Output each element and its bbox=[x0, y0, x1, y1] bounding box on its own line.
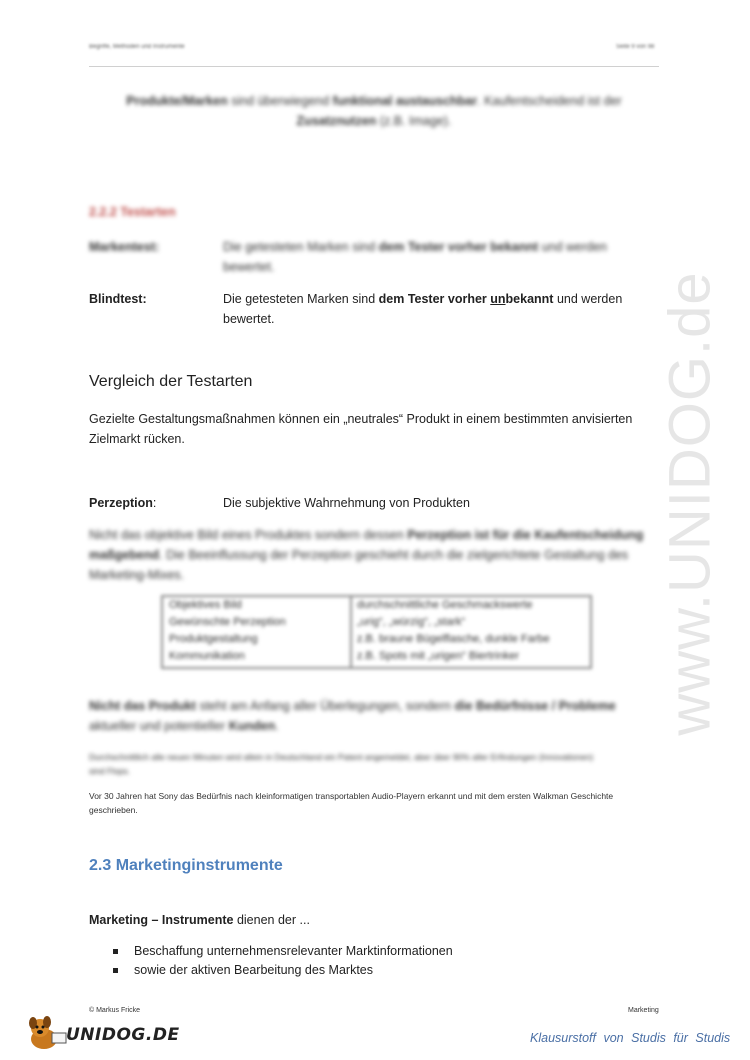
intro-bold-2: funktional austauschbar bbox=[332, 94, 478, 108]
blindtest-label: Blindtest: bbox=[89, 292, 147, 306]
header-left: Begriffe, Methoden und Instrumente bbox=[89, 44, 185, 50]
unidog-logo bbox=[24, 1015, 180, 1053]
perzeption-text: Die subjektive Wahrnehmung von Produkten bbox=[223, 496, 470, 510]
watermark-text: www.UNIDOG.de bbox=[657, 271, 723, 736]
section-heading-222: 2.2.2 Testarten bbox=[89, 205, 176, 219]
table-cell: Kommunikation bbox=[169, 650, 245, 662]
perzeption-paragraph: Nicht das objektive Bild eines Produktes sondern dessen Perzeption ist für die Kaufentscheidung maßgebend. Die Beeinflussung der Perzeption geschieht durch die zielgerichtete Gestaltung des Marketing-Mixes. bbox=[89, 528, 644, 582]
table-cell: Gewünschte Perzeption bbox=[169, 616, 286, 628]
section-heading-23: 2.3 Marketinginstrumente bbox=[89, 857, 283, 874]
perzeption-table bbox=[161, 595, 592, 669]
header-divider bbox=[89, 66, 659, 67]
dog-icon bbox=[24, 1015, 68, 1053]
logo-text: UNIDOG.DE bbox=[66, 1025, 180, 1045]
intro-text-3: (z.B. Image). bbox=[376, 114, 452, 128]
vergleich-paragraph bbox=[89, 409, 659, 449]
vergleich-line-2: Zielmarkt rücken. bbox=[89, 432, 185, 446]
header-right: Seite 9 von 98 bbox=[616, 44, 655, 50]
patent-note: Durchschnittlich alle neuen Minuten wird allein in Deutschland ein Patent angemeldet, aber über 90% aller Erfindungen (Innovationen) sind Flops. bbox=[89, 752, 594, 776]
table-cell: z.B. braune Bügelflasche, dunkle Farbe bbox=[357, 633, 550, 645]
blindtest-text: Die getesteten Marken sind dem Tester vorher unbekannt und werden bewertet. bbox=[223, 292, 623, 326]
walkman-note: Vor 30 Jahren hat Sony das Bedürfnis nach kleinformatigen transportablen Audio-Playern erkannt und mit dem ersten Walkman Geschichte geschrieben. bbox=[89, 791, 614, 815]
table-cell: Objektives Bild bbox=[169, 599, 242, 611]
table-cell: z.B. Spots mit „urigen“ Biertrinker bbox=[357, 650, 519, 662]
markentest-label: Markentest: bbox=[89, 240, 160, 254]
instrumente-line bbox=[89, 910, 659, 930]
table-cell: Produktgestaltung bbox=[169, 633, 258, 645]
vergleich-heading: Vergleich der Testarten bbox=[89, 373, 253, 390]
markentest-text: Die getesteten Marken sind dem Tester vorher bekannt und werden bewertet. bbox=[223, 240, 607, 274]
intro-bold-3: Zusatznutzen bbox=[296, 114, 377, 128]
table-cell: „urig“, „würzig“, „stark“ bbox=[357, 616, 466, 628]
table-cell: durchschnittliche Geschmackswerte bbox=[357, 599, 533, 611]
intro-text-2: . Kaufentscheidend ist der bbox=[477, 94, 622, 108]
footer-left: © Markus Fricke bbox=[89, 1007, 141, 1014]
instrumente-text: dienen der ... bbox=[233, 913, 310, 927]
bullet-icon bbox=[113, 968, 118, 973]
perzeption-label: Perzeption: bbox=[89, 496, 157, 510]
vergleich-line-1: Gezielte Gestaltungsmaßnahmen können ein „neutrales“ Produkt in einem bestimmten anvisierten bbox=[89, 412, 633, 426]
instrumente-bold: Marketing – Instrumente bbox=[89, 913, 234, 927]
tagline: Klausurstoff von Studis für Studis bbox=[530, 1031, 731, 1045]
intro-paragraph bbox=[89, 91, 659, 131]
intro-text-1: sind überwiegend bbox=[227, 94, 333, 108]
bedarf-paragraph: Nicht das Produkt steht am Anfang aller Überlegungen, sondern die Bedürfnisse / Probleme aktueller und potentieller Kunden. bbox=[89, 699, 616, 733]
document-page: Begriffe, Methoden und Instrumente Seite 9 von 98 Produkte/Marken sind überwiegend funktional austauschbar. Kaufentscheidend ist der Zusatznutzen (z.B. Image). 2.2.2 Testarten Markentest: Die getesteten Marken sind dem Tester vorher bekannt und werden bewertet. Blindtest: Die getesteten Marken sind dem Tester vorher unbekannt und werden bewertet. Vergleich der Testarten Gezielte Gestaltungsmaßnahmen können ein „neutrales“ Produkt in einem bestimmten anvisierten Zielmarkt rücken. Perzeption: Die subjektive Wahrnehmung von Produkten Nicht das objektive Bild eines Produktes sondern dessen Perzeption ist für die Kaufentscheidung maßgebend. Die Beeinflussung der Perzeption geschieht durch die zielgerichtete Gestaltung des Marketing-Mixes. Objektives Bild durchschnittliche Geschmackswerte Gewünschte Perzeption „urig“, „würzig“, „stark“ Produktgestaltung z.B. braune Bügelflasche, dunkle Farbe Kommunikation z.B. Spots mit „urigen“ Biertrinker Nicht das Produkt steht am Anfang aller Überlegungen, sondern die Bedürfnisse / Probleme aktueller und potentieller Kunden. Durchschnittlich alle neuen Minuten wird allein in Deutschland ein Patent angemeldet, aber über 90% aller Erfindungen (Innovationen) sind Flops. Vor 30 Jahren hat Sony das Bedürfnis nach kleinformatigen transportablen Audio-Playern erkannt und mit dem ersten Walkman Geschichte geschrieben. 2.3 Marketinginstrumente Marketing – Instrumente dienen der ... Beschaffung unternehmensrelevanter Marktinformationen sowie der aktiven Bearbeitung des Marktes © Markus Fricke Marketing www.UNIDOG.de UNIDOG.DE Klausurstoff von Studis für Studis bbox=[0, 0, 750, 1060]
footer-right: Marketing bbox=[628, 1007, 659, 1014]
bullet-icon bbox=[113, 949, 118, 954]
intro-bold-1: Produkte/Marken bbox=[126, 94, 228, 108]
